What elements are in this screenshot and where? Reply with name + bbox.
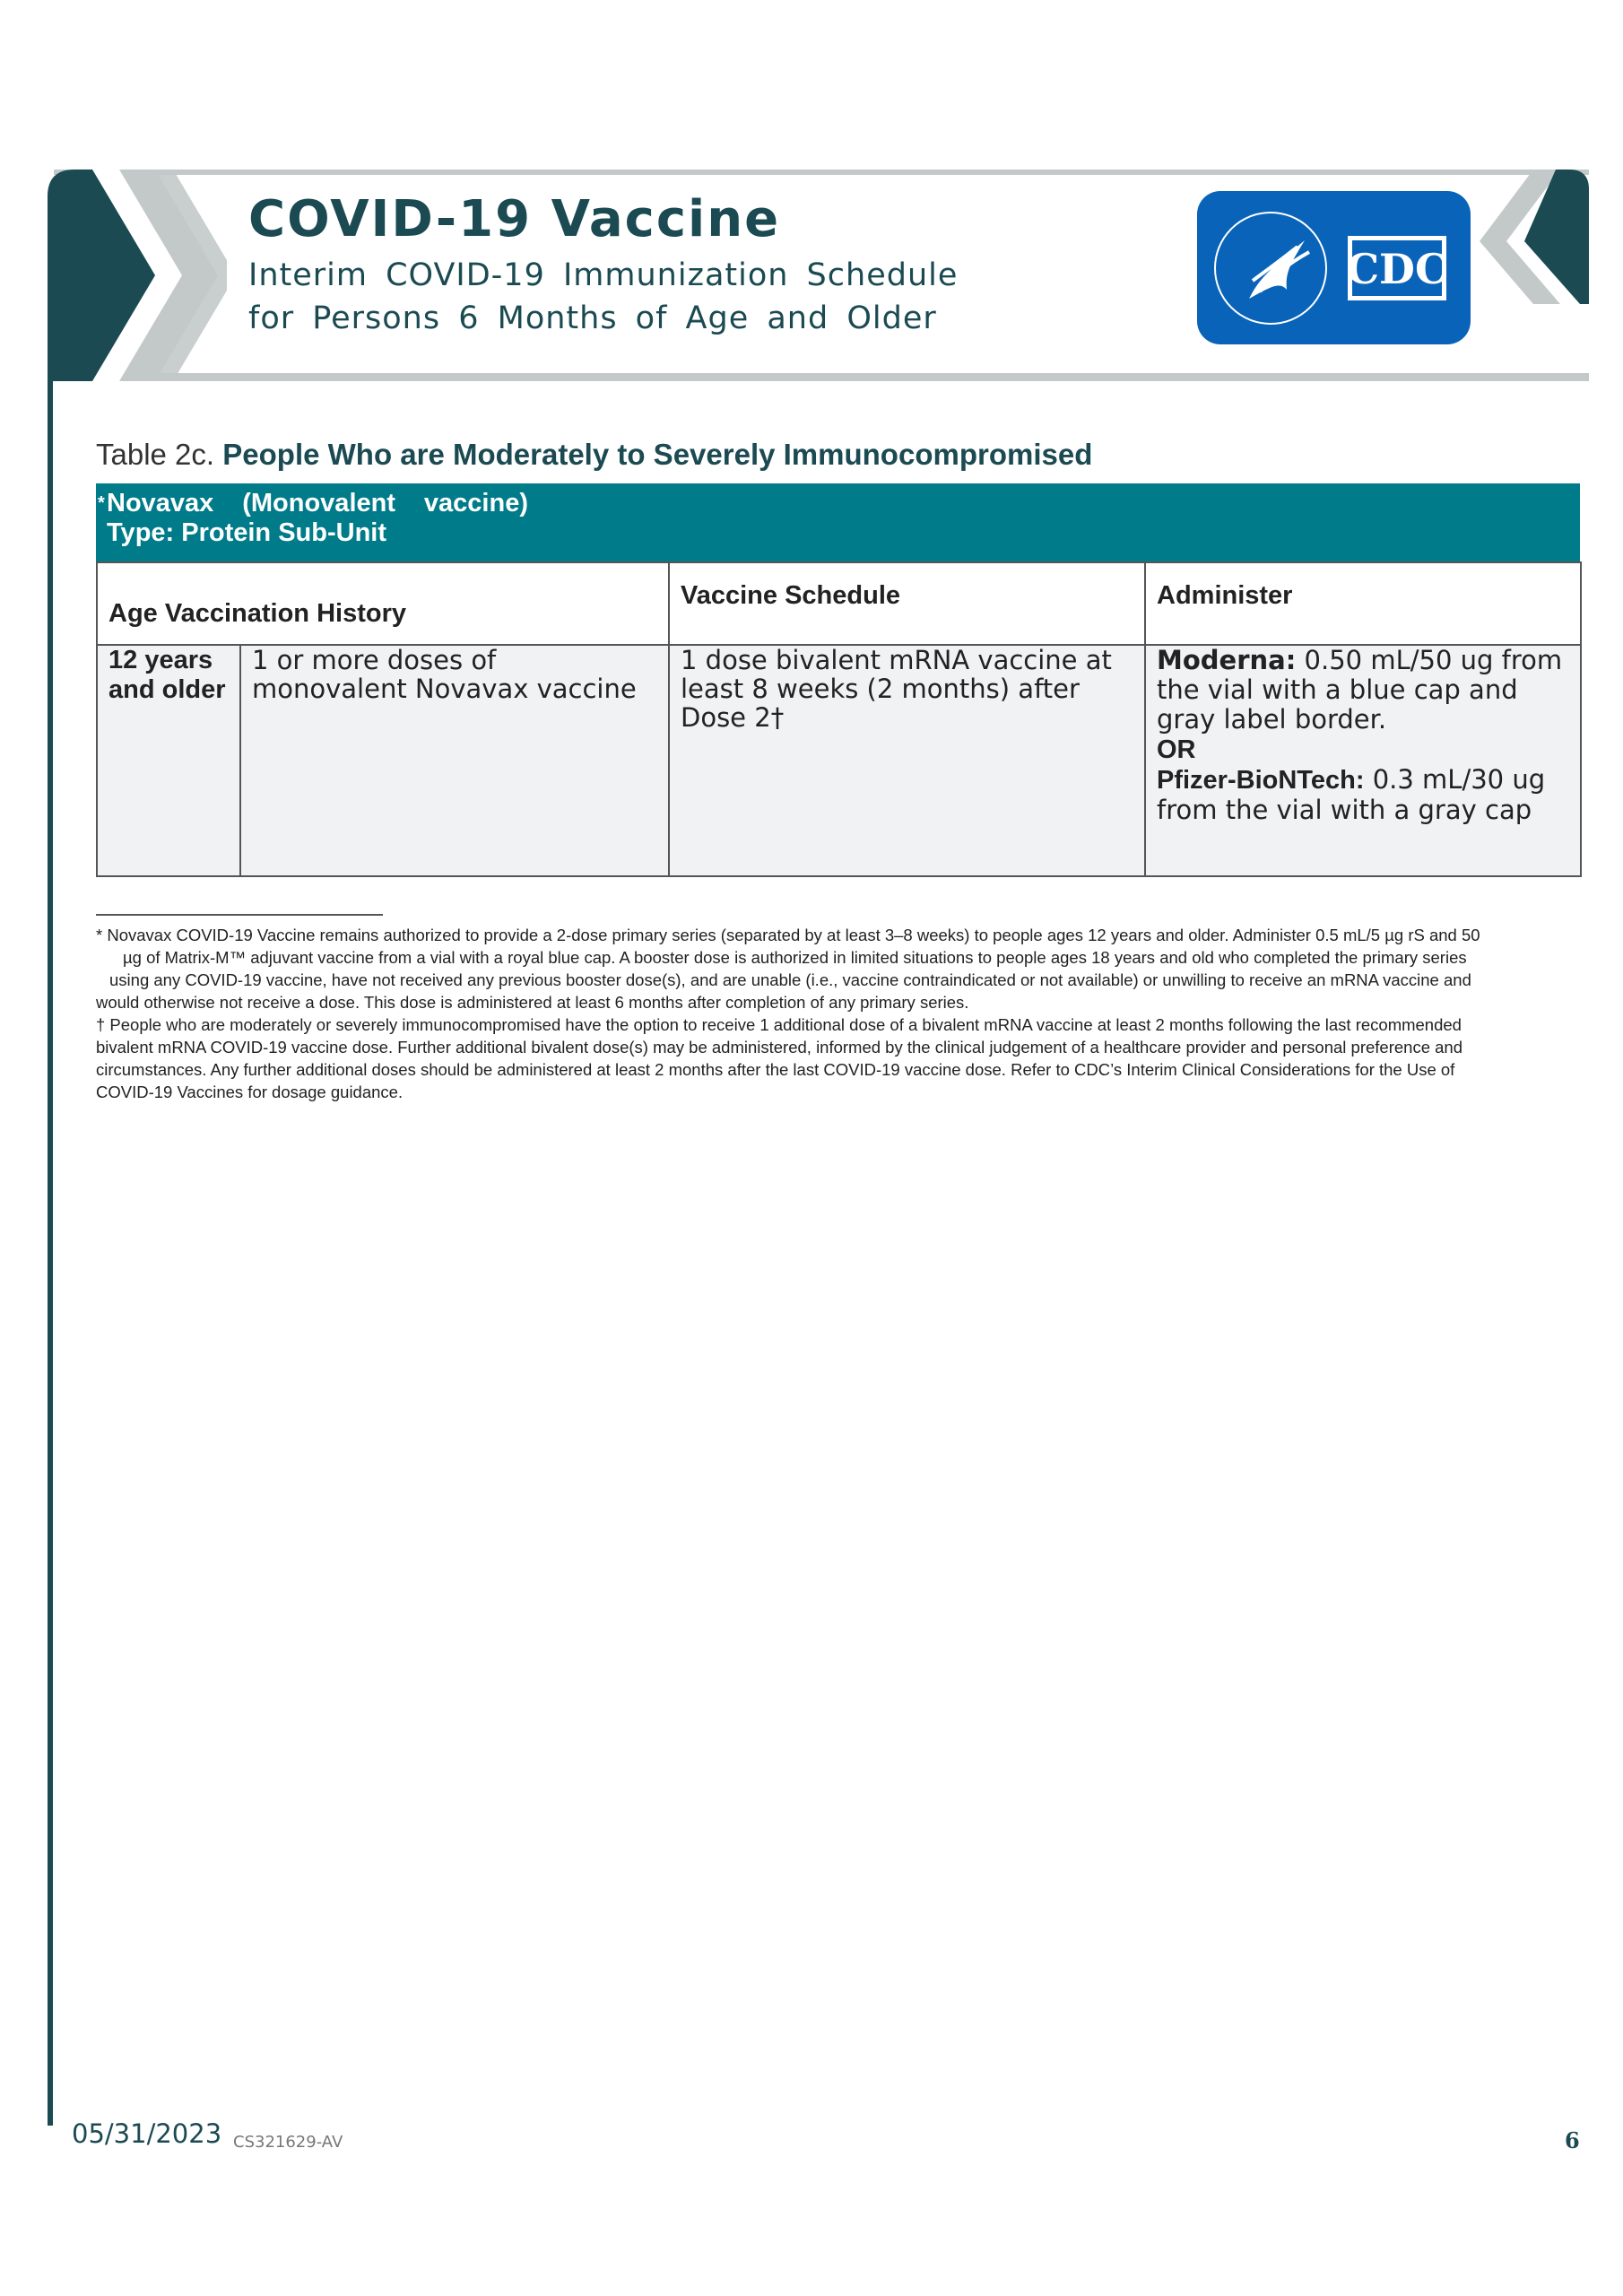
footnote-dagger: † People who are moderately or severely immunocompromised have the option to receive 1 additional dose of a bivalent mRNA vaccine at least 2 months following the last recommended bivalent mRNA COVID-19 vaccine dose. Further additional bivalent dose(s) may be administered, informed by the clinical judgement of a healthcare provider and personal preference and circumstances. Any further additional doses should be administered at least 2 months after the last COVID-19 vaccine dose. Refer to CDC’s Interim Clinical Considerations for the Use of COVID-19 Vaccines for dosage guidance. xyxy=(96,1015,1462,1101)
footer-code: CS321629-AV xyxy=(233,2133,343,2152)
footnotes xyxy=(96,924,1531,1103)
table-header-row xyxy=(97,562,1581,645)
footnote-marker: * xyxy=(98,493,105,513)
table-row xyxy=(97,645,1581,876)
footnote-novavax-line: would otherwise not receive a dose. This dose is administered at least 6 months after completion of any primary series. xyxy=(96,993,969,1012)
hhs-seal-icon xyxy=(1197,191,1471,344)
vaccine-type-text xyxy=(98,489,528,548)
cdc-wordmark: CDC xyxy=(1346,245,1448,293)
page-number: 6 xyxy=(1565,2127,1580,2153)
pfizer-dose: 0.3 mL/30 ug from the vial with a gray cap xyxy=(1157,764,1546,825)
footnote-novavax xyxy=(96,924,1531,1013)
table-heading-title: People Who are Moderately to Severely Immunocompromised xyxy=(222,438,1093,471)
subtitle-line-1: Interim COVID-19 Immunization Schedule xyxy=(248,257,959,293)
page-title: COVID-19 Vaccine xyxy=(248,190,781,248)
vaccine-type-band xyxy=(96,483,1580,561)
cell-administer xyxy=(1145,645,1581,876)
cell-schedule: 1 dose bivalent mRNA vaccine at least 8 weeks (2 months) after Dose 2† xyxy=(669,645,1145,876)
moderna-dose: 0.50 mL/50 ug from the vial with a blue cap and gray label border. xyxy=(1157,645,1563,735)
col-age-history-label: Age Vaccination History xyxy=(108,599,406,628)
table-heading xyxy=(96,438,1092,472)
page-left-rule xyxy=(48,377,53,2126)
footnote-rule xyxy=(96,914,383,916)
moderna-label: Moderna: xyxy=(1157,645,1297,675)
right-chevron-decoration xyxy=(1480,170,1589,304)
or-label: OR xyxy=(1157,735,1196,764)
left-chevron-decoration xyxy=(48,170,227,381)
col-administer: Administer xyxy=(1145,562,1581,645)
footer-date: 05/31/2023 xyxy=(72,2118,222,2149)
cell-history: 1 or more doses of monovalent Novavax vaccine xyxy=(240,645,669,876)
vaccine-type-label: Novavax (Monovalent vaccine) Type: Protein Sub-Unit xyxy=(107,489,528,547)
footnote-novavax-line: * Novavax COVID-19 Vaccine remains authorized to provide a 2-dose primary series (separated by at least 3–8 weeks) to people ages 12 years and older. Administer 0.5 mL/5 µg rS and 50 xyxy=(96,926,1480,944)
footnote-novavax-line: using any COVID-19 vaccine, have not received any previous booster dose(s), and are unable (i.e., vaccine contraindicated or not available) or unwilling to receive an mRNA vaccine and xyxy=(109,970,1471,989)
header-bottom-rule xyxy=(54,373,1589,381)
col-age-history xyxy=(97,562,669,645)
cell-age: 12 years and older xyxy=(97,645,240,876)
page-subtitle xyxy=(248,254,958,340)
col-schedule: Vaccine Schedule xyxy=(669,562,1145,645)
header-top-rule xyxy=(54,170,1589,175)
schedule-table xyxy=(96,561,1582,877)
pfizer-label: Pfizer-BioNTech: xyxy=(1157,766,1365,795)
table-heading-prefix: Table 2c. xyxy=(96,438,215,471)
subtitle-line-2: for Persons 6 Months of Age and Older xyxy=(248,300,937,336)
cdc-logo xyxy=(1197,191,1471,344)
footnote-novavax-line: µg of Matrix-M™ adjuvant vaccine from a vial with a royal blue cap. A booster dose is authorized in limited situations to people ages 18 years and old who completed the primary series xyxy=(123,948,1467,967)
